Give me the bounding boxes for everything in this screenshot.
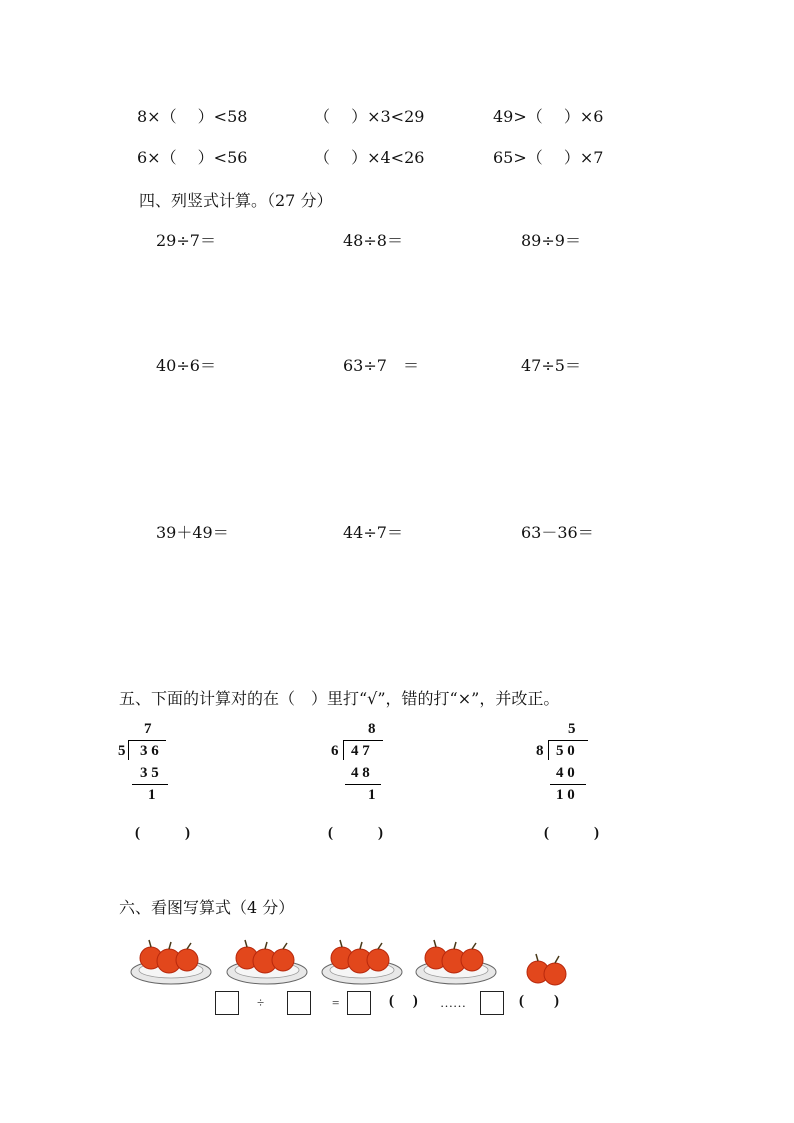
section-5-title: 五、下面的计算对的在（ ）里打“√”，错的打“×”，并改正。 xyxy=(119,689,560,708)
calc-item: 48÷8＝ xyxy=(343,231,403,250)
answer-box-remainder[interactable] xyxy=(480,991,504,1015)
quotient: 7 xyxy=(144,721,152,737)
remainder: 1 xyxy=(148,787,156,803)
subtrahend: 4 0 xyxy=(556,765,575,781)
remainder: 1 0 xyxy=(556,787,575,803)
divisor: 6 xyxy=(331,743,339,759)
calc-item: 44÷7＝ xyxy=(343,523,403,542)
section-6-title: 六、看图写算式（4 分） xyxy=(119,898,295,917)
remainder: 1 xyxy=(368,787,376,803)
division-bar xyxy=(343,740,383,741)
two-apples-icon xyxy=(522,950,572,990)
dividend: 4 7 xyxy=(351,743,370,759)
divide-sign: ÷ xyxy=(257,995,265,1010)
answer-paren-3[interactable]: ( ) xyxy=(544,825,599,841)
divisor: 5 xyxy=(118,743,126,759)
division-bracket xyxy=(128,740,129,760)
inequality-5: （ ）×4<26 xyxy=(314,148,425,167)
inequality-1: 8×（ ）<58 xyxy=(137,107,248,126)
answer-box-divisor[interactable] xyxy=(287,991,311,1015)
calc-item: 40÷6＝ xyxy=(156,356,216,375)
division-bar xyxy=(548,740,588,741)
quotient: 5 xyxy=(568,721,576,737)
answer-paren-1[interactable]: ( ) xyxy=(135,825,190,841)
inequality-6: 65>（ ）×7 xyxy=(493,148,604,167)
long-division-1 xyxy=(118,722,178,807)
division-bracket xyxy=(548,740,549,760)
division-bracket xyxy=(343,740,344,760)
plate-of-three-apples-icon xyxy=(225,936,309,988)
section-4-title: 四、列竖式计算。（27 分） xyxy=(139,191,333,210)
quotient: 8 xyxy=(368,721,376,737)
calc-item: 29÷7＝ xyxy=(156,231,216,250)
plate-of-three-apples-icon xyxy=(414,936,498,988)
unit-paren-2[interactable]: ( ) xyxy=(519,993,559,1009)
divisor: 8 xyxy=(536,743,544,759)
dividend: 5 0 xyxy=(556,743,575,759)
remainder-dots: …… xyxy=(440,995,466,1010)
answer-box-dividend[interactable] xyxy=(215,991,239,1015)
dividend: 3 6 xyxy=(140,743,159,759)
subtrahend: 3 5 xyxy=(140,765,159,781)
subtraction-line xyxy=(345,784,381,785)
long-division-2 xyxy=(331,722,391,807)
subtraction-line xyxy=(132,784,168,785)
plate-of-three-apples-icon xyxy=(320,936,404,988)
long-division-3 xyxy=(536,722,596,807)
unit-paren-1[interactable]: ( ) xyxy=(389,993,418,1009)
calc-item: 39＋49＝ xyxy=(156,523,229,542)
subtrahend: 4 8 xyxy=(351,765,370,781)
inequality-2: （ ）×3<29 xyxy=(314,107,425,126)
calc-item: 63÷7 ＝ xyxy=(343,356,419,375)
answer-box-quotient[interactable] xyxy=(347,991,371,1015)
subtraction-line xyxy=(550,784,586,785)
inequality-4: 6×（ ）<56 xyxy=(137,148,248,167)
answer-paren-2[interactable]: ( ) xyxy=(328,825,383,841)
plate-of-three-apples-icon xyxy=(129,936,213,988)
division-bar xyxy=(128,740,166,741)
calc-item: 63－36＝ xyxy=(521,523,594,542)
inequality-3: 49>（ ）×6 xyxy=(493,107,604,126)
equals-sign: = xyxy=(332,995,340,1010)
calc-item: 47÷5＝ xyxy=(521,356,581,375)
calc-item: 89÷9＝ xyxy=(521,231,581,250)
